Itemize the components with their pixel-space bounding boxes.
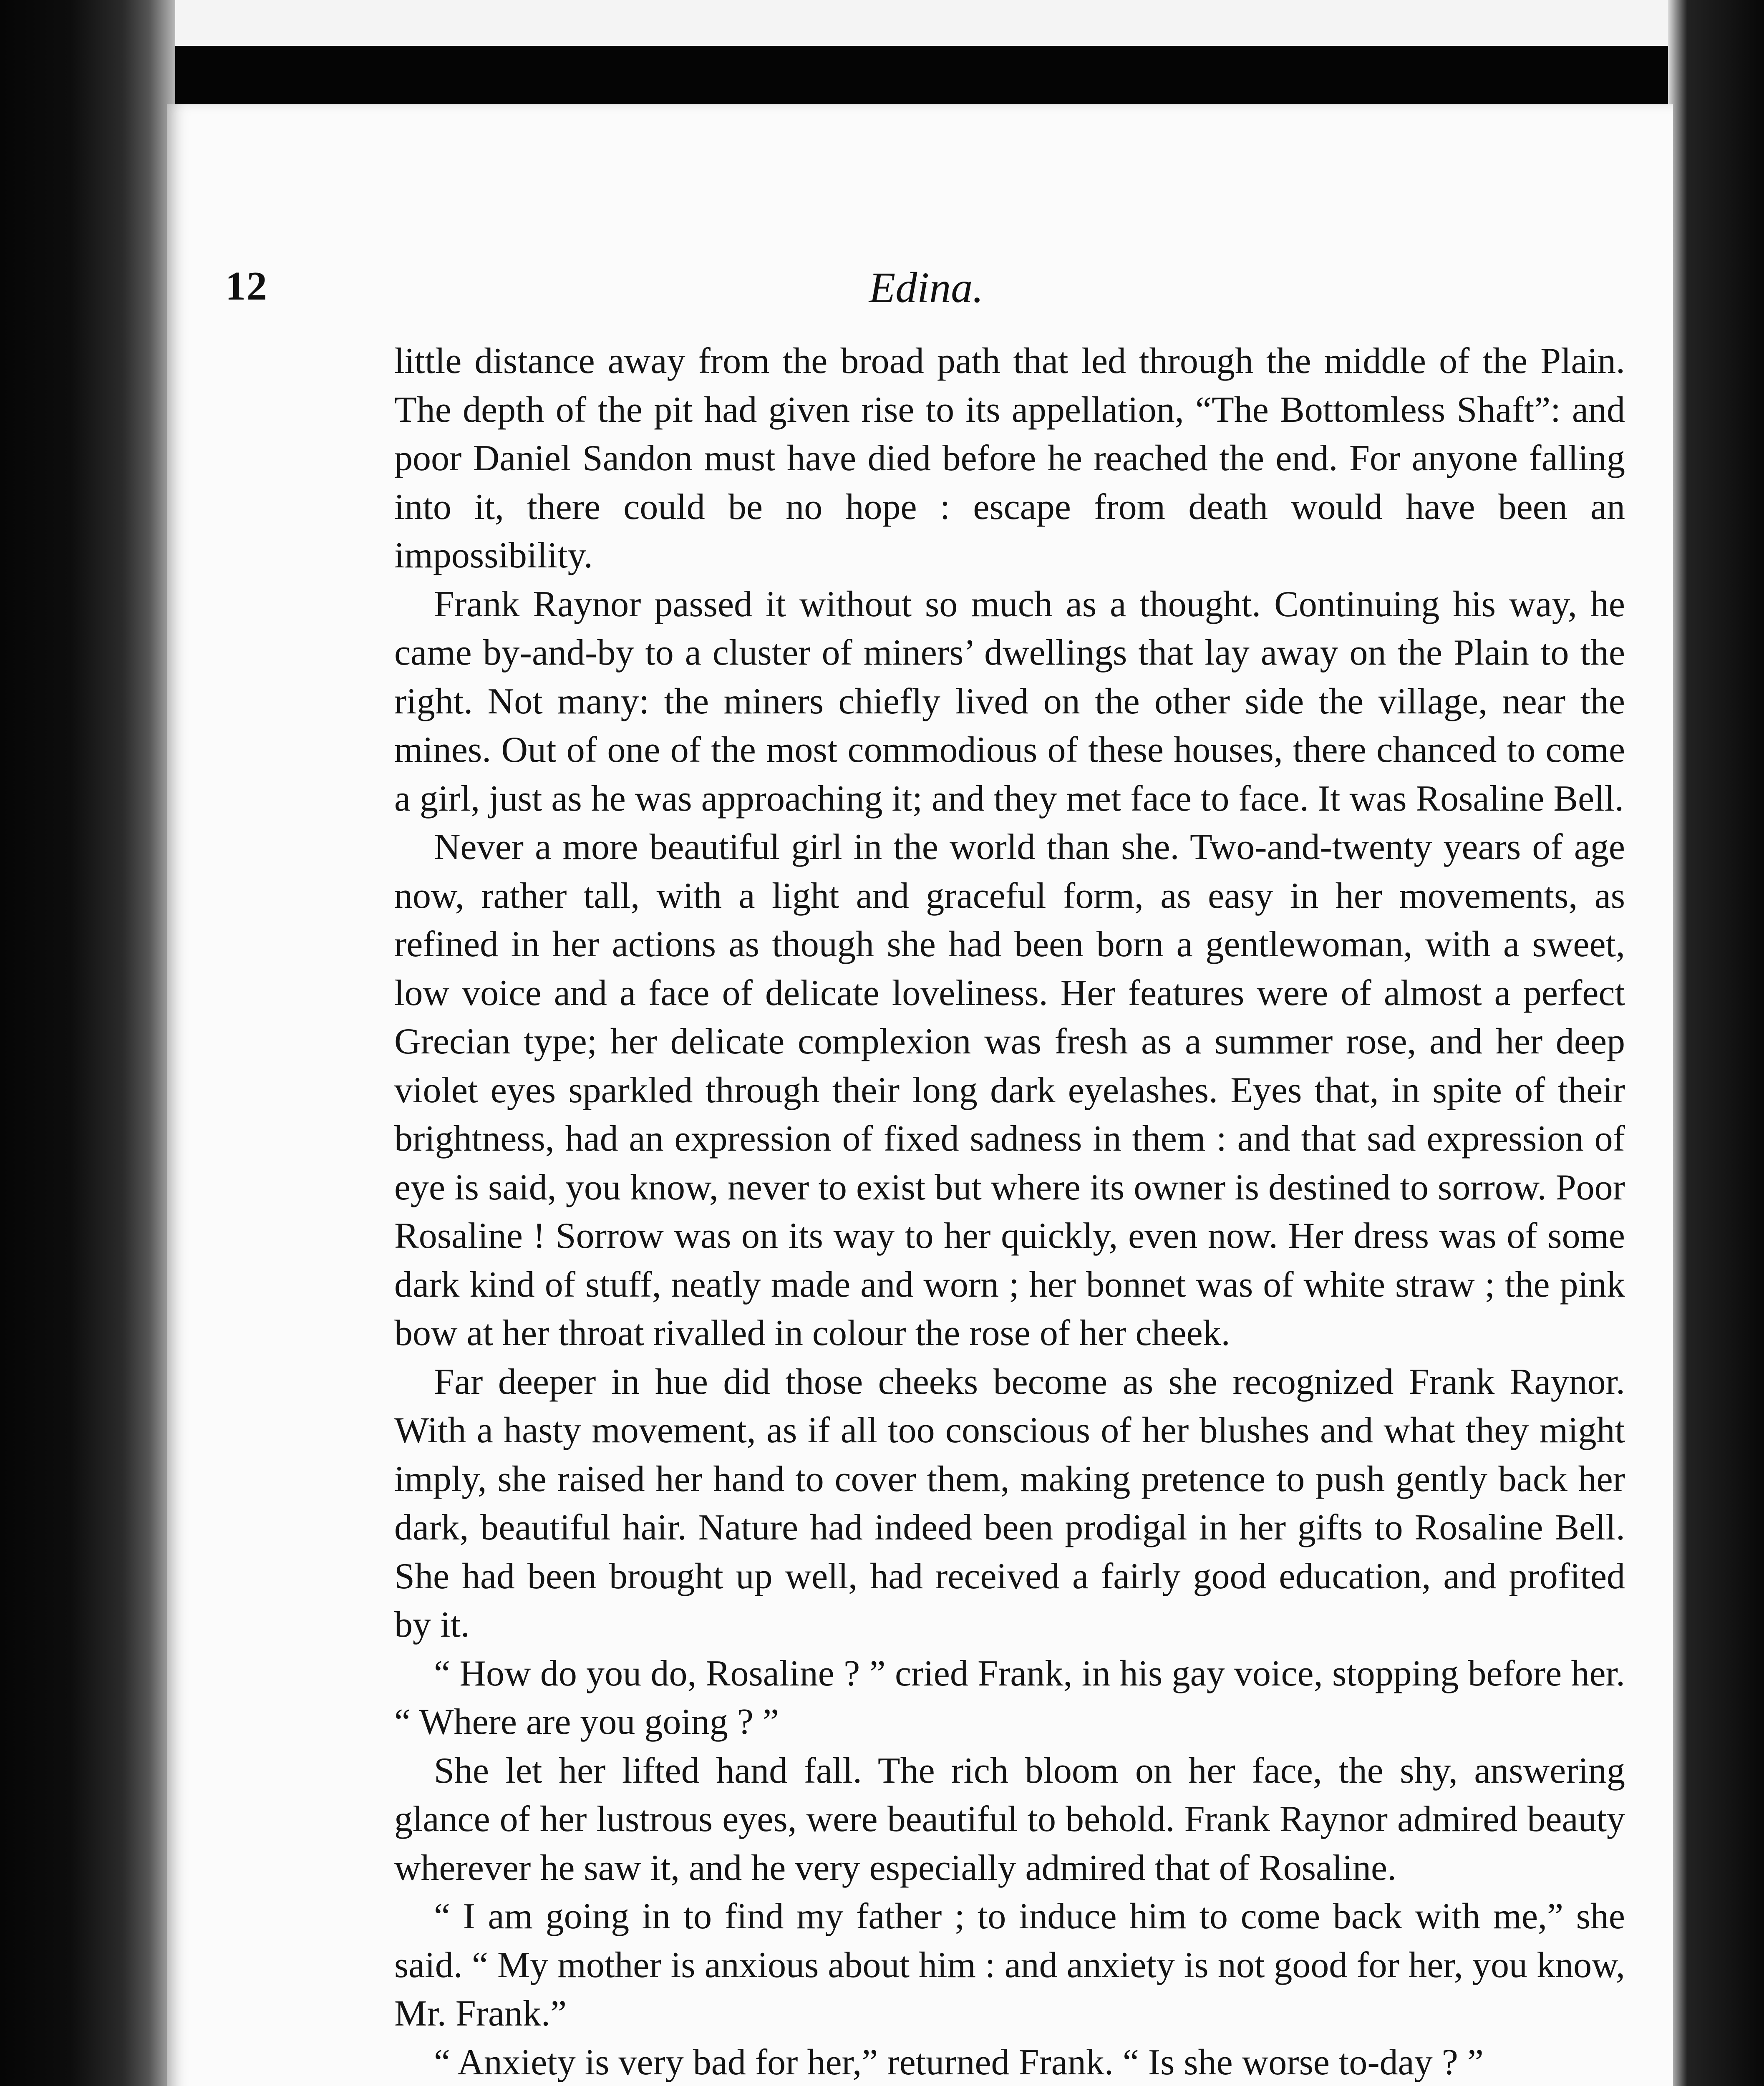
paragraph: Never a more beautiful girl in the world than she. Two-and-twenty years of age now, rather tall, with a light and graceful form, as easy in her movements, as refined in her actions as though she had been born a gentlewoman, with a sweet, low voice and a face of delicate loveliness. Her features were of almost a perfect Grecian type; her delicate complexion was fresh as a summer rose, and her deep violet eyes sparkled through their long dark eyelashes. Eyes that, in spite of their brightness, had an expression of fixed sadness in them : and that sad expression of eye is said, you know, never to exist but where its owner is destined to sorrow. Poor Rosaline ! Sorrow was on its way to her quickly, even now. Her dress was of some dark kind of stuff, neatly made and worn ; her bonnet was of white straw ; the pink bow at her throat rivalled in colour the rose of her cheek. bbox=[394, 827, 1625, 1353]
paragraph: “ Anxiety is very bad for her,” returned Frank. “ Is she worse to-day ? ” bbox=[434, 2042, 1484, 2083]
paragraph: Far deeper in hue did those cheeks become as she recognized Frank Raynor. With a hasty movement, as if all too conscious of her blushes and what they might imply, she raised her hand to cover them, making pretence to push gently back her dark, beautiful hair. Nature had indeed been prodigal in her gifts to Rosaline Bell. She had been brought up well, had received a fairly good education, and profited by it. bbox=[394, 1361, 1625, 1645]
paragraph: “ How do you do, Rosaline ? ” cried Frank, in his gay voice, stopping before her. “ Where are you going ? ” bbox=[394, 1653, 1625, 1742]
scan-top-margin bbox=[0, 0, 1764, 46]
paragraph: little distance away from the broad path that led through the middle of the Plain. The depth of the pit had given rise to its appellation, “The Bottomless Shaft”: and poor Daniel Sandon must have died before he reached the end. For anyone falling into it, there could be no hope : escape from death would have been an impossibility. bbox=[394, 341, 1625, 576]
book-binding bbox=[0, 0, 175, 2086]
paragraph: She let her lifted hand fall. The rich bloom on her face, the shy, answering glance of her lustrous eyes, were beautiful to behold. Frank Raynor admired beauty wherever he saw it, and he very especially admired that of Rosaline. bbox=[394, 1750, 1625, 1888]
running-title: Edina. bbox=[869, 264, 984, 312]
page-number: 12 bbox=[225, 264, 268, 309]
paragraph: Frank Raynor passed it without so much as a thought. Continuing his way, he came by-and-by to a cluster of miners’ dwellings that lay away on the Plain to the right. Not many: the miners chiefly lived on the other side the village, near the mines. Out of one of the most commodious of these houses, there chanced to come a girl, just as he was approaching it; and they met face to face. It was Rosaline Bell. bbox=[394, 584, 1625, 819]
page-body bbox=[394, 337, 1625, 2086]
scan-top-shadow bbox=[0, 46, 1764, 104]
paragraph: “ I am going in to find my father ; to induce him to come back with me,” she said. “ My mother is anxious about him : and anxiety is not good for her, you know, Mr. Frank.” bbox=[394, 1896, 1625, 2034]
page-header bbox=[225, 263, 1627, 313]
page-edge bbox=[1668, 0, 1764, 2086]
